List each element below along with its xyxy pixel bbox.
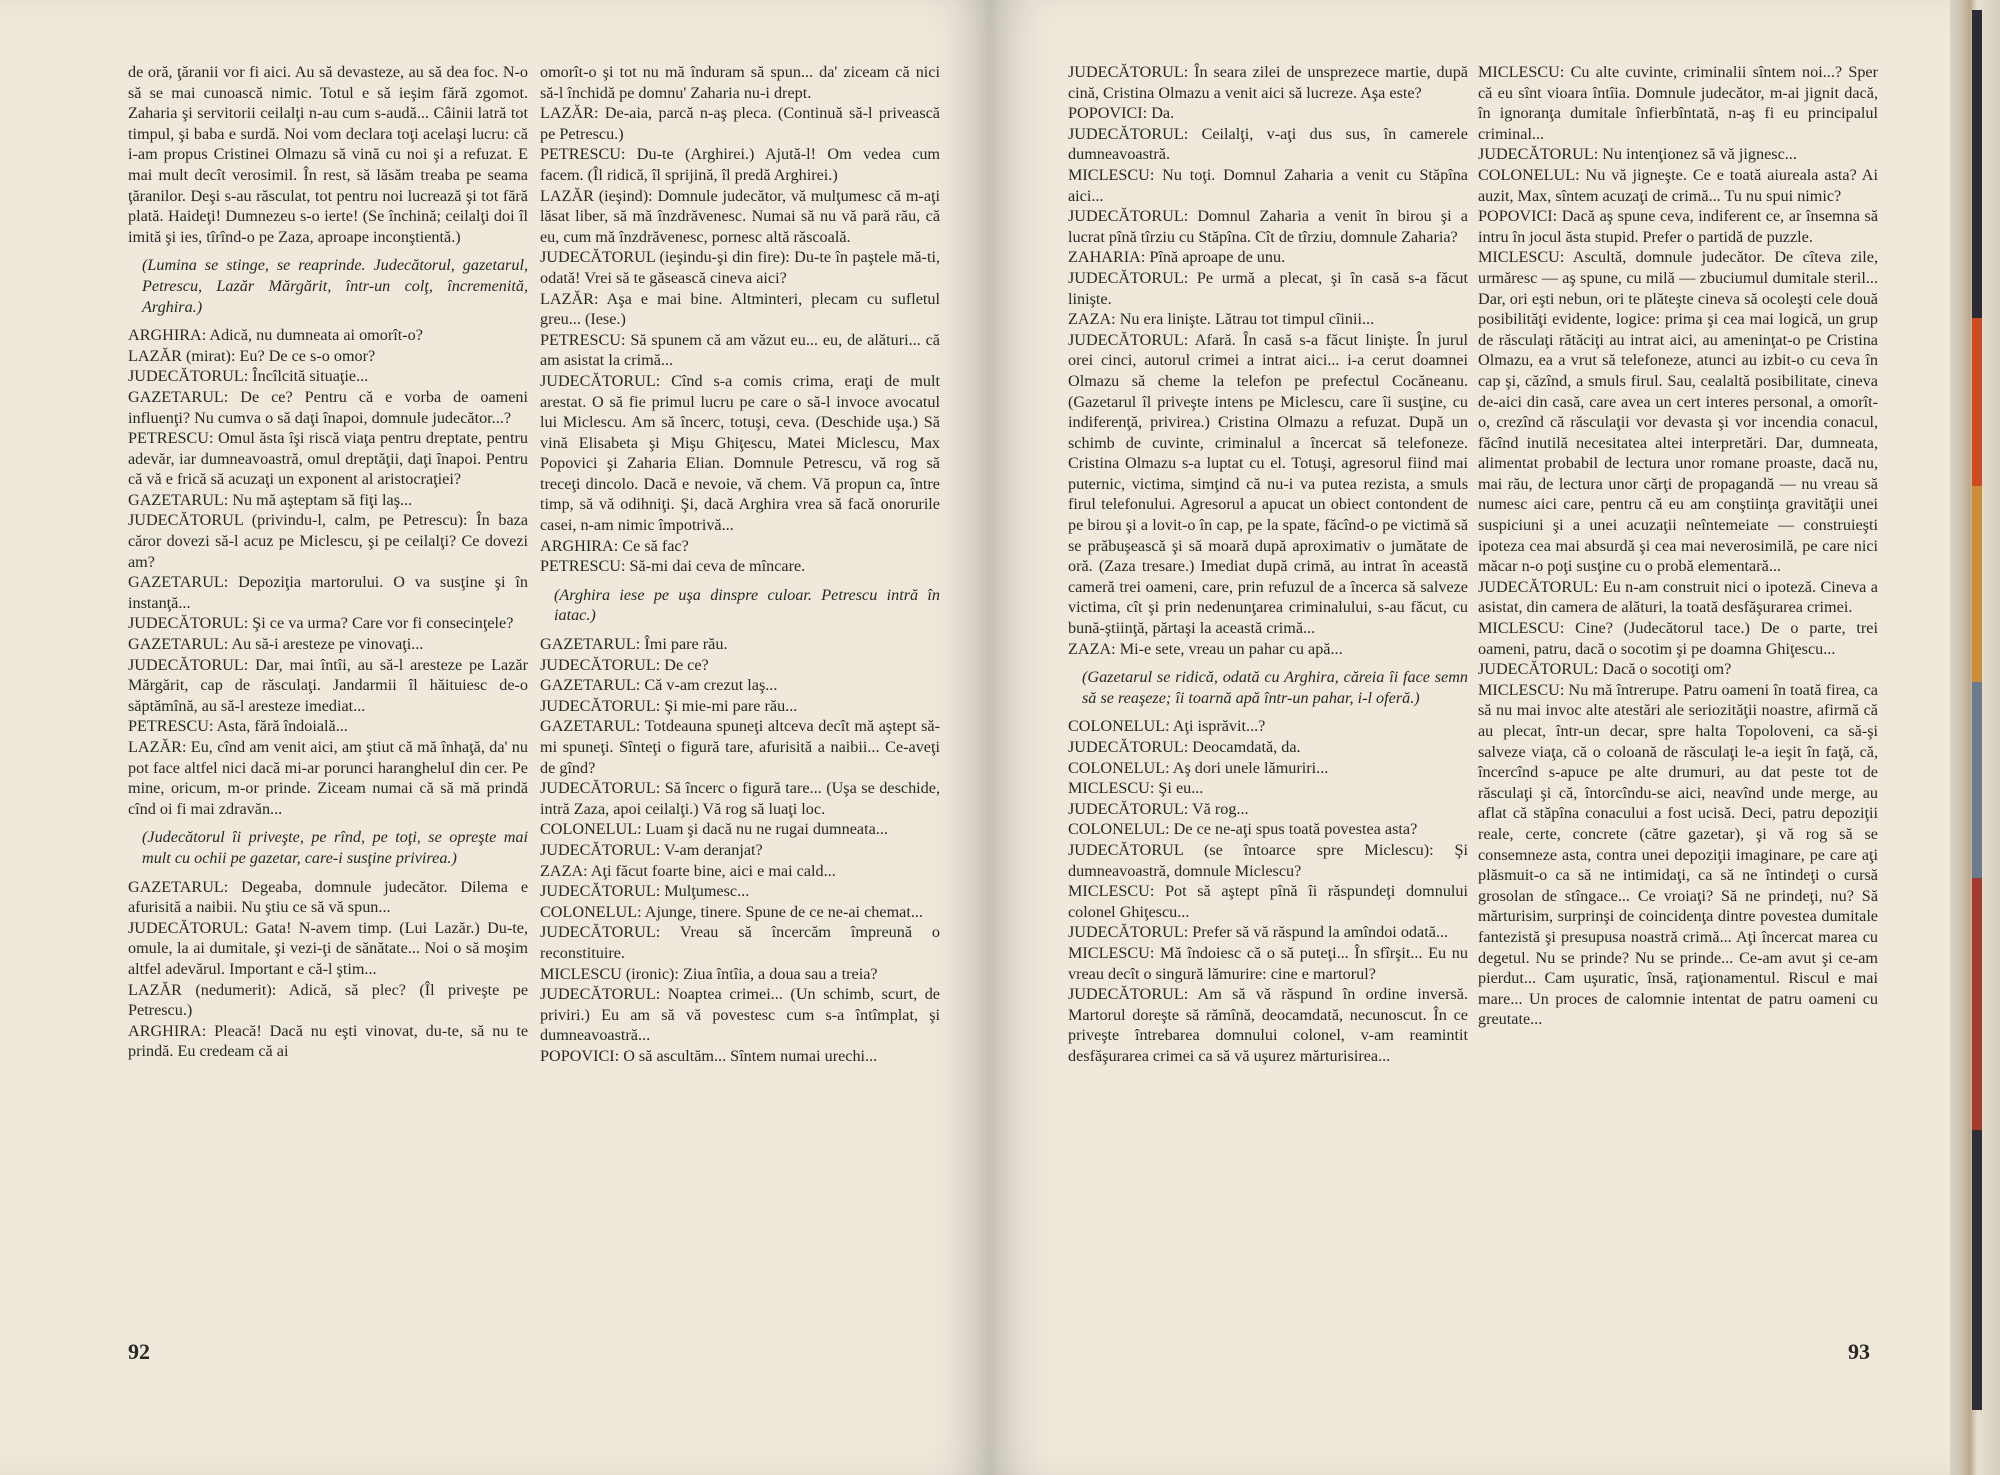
page-number-right: 93 (1848, 1339, 1870, 1364)
dialogue-line: LAZĂR: De-aia, parcă n-aş pleca. (Continuă să-l privească pe Petrescu.) (540, 104, 940, 143)
paragraph: de oră, ţăranii vor fi aici. Au să devasteze, au să dea foc. N-o să se mai cunoască nimic. Totul e să ieşim fără zgomot. Zaharia şi servitorii ceilalţi n-au cum s-audă... Câinii latră tot timpul, şi baba e surdă. Noi vom declara toţi acelaşi lucru: că i-am propus Cristinei Olmazu să vină cu noi şi a refuzat. E mai mult decît verosimil. În rest, să lăsăm treaba pe seama ţăranilor. Deşi s-au răsculat, tot pentru noi lucrează şi tot fără plată. Haideţi! Dumnezeu s-o ierte! (Se închină; ceilalţi doi îl imită şi ies, tîrînd-o pe Zaza, aproape inconştientă.) (128, 63, 528, 246)
dialogue-line: MICLESCU: Cu alte cuvinte, criminalii sîntem noi...? Sper că eu sînt vioara întîia. Domnule judecător, m-ai jignit dacă, în ignoranţa dumitale înfierbîntată, n-aş fi eu principalul criminal... (1478, 63, 1878, 143)
dialogue-line: JUDECĂTORUL (ieşindu-şi din fire): Du-te în paştele mă-ti, odată! Vrei să te găsească cineva aici? (540, 248, 940, 287)
dialogue-line: ARGHIRA: Pleacă! Dacă nu eşti vinovat, du-te, să nu te prindă. Eu credeam că ai (128, 1021, 528, 1061)
dialogue-line: JUDECĂTORUL: Domnul Zaharia a venit în birou şi a lucrat pînă tîrziu cu Stăpîna. Cît de tîrziu, domnule Zaharia? (1068, 207, 1468, 246)
dialogue-line: JUDECĂTORUL: Afară. În casă s-a făcut linişte. În jurul orei cinci, autorul crimei a intrat aici... i-a cerut doamnei Olmazu să cheme la telefon pe prefectul Cocăneanu. (Gazetarul îl priveşte intens pe Miclescu, care îi susţine, cu indiferenţă, privirea.) Cristina Olmazu a refuzat. După un schimb de cuvinte, criminalul a încercat să telefoneze. Cristina Olmazu s-a luptat cu el. Totuşi, agresorul fiind mai puternic, victima, simţind că nu-i va putea rezista, a smuls firul telefonului. Agresorul a apucat un obiect contondent de pe birou şi a lovit-o în cap, pe la spate, făcînd-o pe victimă să se prăbuşească şi să moară după aproximativ o jumătate de oră. (Zaza tresare.) Imediat după crimă, au intrat în această cameră trei oameni, care, prin refuzul de a încerca să salveze victima, cît şi prin nedenunţarea criminalului, s-au făcut, cu bună-ştiinţă, părtaşi la această crimă... (1068, 330, 1468, 638)
dialogue-line: COLONELUL: Ajunge, tinere. Spune de ce ne-ai chemat... (540, 902, 923, 921)
dialogue-line: JUDECĂTORUL: Cînd s-a comis crima, eraţi de mult arestat. O să fie primul lucru pe care o să-l invoce avocatul lui Miclescu. Am să încerc, totuşi, ceva. (Deschide uşa.) Să vină Elisabeta şi Mişu Ghiţescu, Matei Miclescu, Max Popovici şi Zaharia Elian. Domnule Petrescu, vă rog să treceţi dincolo. Dacă e nevoie, vă chem. Vă propun ca, între timp, să vă odihniţi. Şi, dacă Arghira vrea să facă onorurile casei, n-am nimic împotrivă... (540, 371, 940, 535)
dialogue-line: JUDECĂTORUL: Pe urmă a plecat, şi în casă s-a făcut linişte. (1068, 268, 1468, 308)
dialogue-line: JUDECĂTORUL: Şi ce va urma? Care vor fi consecinţele? (128, 614, 514, 633)
dialogue-line: JUDECĂTORUL (privindu-l, calm, pe Petrescu): În baza căror dovezi să-l acuz pe Miclescu, şi pe ceilalţi? Ce dovezi am? (128, 511, 528, 571)
page-number-left: 92 (128, 1339, 150, 1364)
dialogue-line: JUDECĂTORUL: Dacă o socotiţi om? (1478, 660, 1732, 679)
dialogue-line: MICLESCU (ironic): Ziua întîia, a doua sau a treia? (540, 964, 878, 983)
dialogue-line: POPOVICI: Dacă aş spune ceva, indiferent ce, ar însemna să intru în jocul ăsta stupid. Prefer o partidă de puzzle. (1478, 207, 1878, 246)
dialogue-line: MICLESCU: Pot să aştept pînă îi răspundeţi domnului colonel Ghiţescu... (1068, 882, 1468, 921)
dialogue-line: MICLESCU: Nu mă întrerupe. Patru oameni în toată firea, ca să nu mai invoc alte atestări ale seriozităţii noastre, afirmă că au plecat, într-un decar, spre halta Topoloveni, ca să-şi salveze viaţa, că o coloană de răsculaţi le-a ieşit în faţă, că, încercînd s-apuce pe alte drumuri, au dat peste tot de răsculaţi şi că, întorcîndu-se aici, neavînd unde merge, au aflat că stăpîna conacului a fost ucisă. Deci, patru depoziţii reale, certe, concrete (către gazetar), şi vă rog să se consemneze asta, contra unei depoziţii imaginare, pe care aţi plăsmuit-o ca să ne intimidaţi, ca să ne întindeţi o cursă grosolan de stîngace... Ce vroiaţi? Să ne prindeţi, nu? Să mărturisim, surprinşi de coincidenţa dintre povestea dumitale fantezistă şi presupusa noastră crimă... Aţi încercat marea cu degetul. Nu se prinde? Nu se prinde... Ce-am avut şi ce-am pierdut... Cam uşuratic, însă, raţionamentul. Riscul e mai mare... Un proces de calomnie intentat de patru oameni cu greutate... (1478, 680, 1878, 1029)
right-page (990, 0, 1950, 1475)
dialogue-line: JUDECĂTORUL: Am să vă răspund în ordine inversă. Martorul doreşte să rămînă, deocamdată, necunoscut. În ce priveşte întrebarea domnului colonel, v-am reamintit desfăşurarea crimei ca să vă uşurez mărturisirea... (1068, 985, 1468, 1065)
dialogue-line: LAZĂR (mirat): Eu? De ce s-o omor? (128, 346, 376, 365)
dialogue-line: MICLESCU: Cine? (Judecătorul tace.) De o parte, trei oameni, patru, dacă o socotim şi pe doamna Ghiţescu... (1478, 619, 1878, 658)
dialogue-line: GAZETARUL: Depoziţia martorului. O va susţine şi în instanţă... (128, 573, 528, 612)
dialogue-line: JUDECĂTORUL (se întoarce spre Miclescu): Şi dumneavoastră, domnule Miclescu? (1068, 840, 1468, 880)
dialogue-line: MICLESCU: Nu toţi. Domnul Zaharia a venit cu Stăpîna aici... (1068, 165, 1468, 205)
stage-direction: (Lumina se stinge, se reaprinde. Judecătorul, gazetarul, Petrescu, Lazăr Mărgărit, într-un colţ, încremenită, Arghira.) (142, 256, 528, 316)
dialogue-line: JUDECĂTORUL: Vreau să încercăm împreună o reconstituire. (540, 923, 940, 962)
dialogue-line: ARGHIRA: Adică, nu dumneata ai omorît-o? (128, 326, 423, 345)
dialogue-line: ZAHARIA: Pînă aproape de unu. (1068, 248, 1286, 267)
dialogue-line: JUDECĂTORUL: Încîlcită situaţie... (128, 367, 369, 386)
dialogue-line: GAZETARUL: Îmi pare rău. (540, 635, 728, 654)
dialogue-line: COLONELUL: De ce ne-aţi spus toată povestea asta? (1068, 820, 1418, 839)
dialogue-line: GAZETARUL: De ce? Pentru că e vorba de oameni influenţi? Nu cumva o să daţi înapoi, domnule judecător...? (128, 387, 528, 427)
dialogue-line: JUDECĂTORUL: Ceilalţi, v-aţi dus sus, în camerele dumneavoastră. (1068, 124, 1468, 164)
paragraph: omorît-o şi tot nu mă înduram să spun... da' ziceam că nici să-l închidă pe domnu' Zaharia nu-i drept. (540, 63, 940, 102)
stage-direction: (Gazetarul se ridică, odată cu Arghira, căreia îi face semn să se reaşeze; îi toarnă apă într-un pahar, i-l oferă.) (1082, 668, 1468, 707)
dialogue-line: MICLESCU: Şi eu... (1068, 779, 1204, 798)
dialogue-line: GAZETARUL: Nu mă aşteptam să fiţi laş... (128, 490, 413, 509)
dialogue-line: JUDECĂTORUL: Noaptea crimei... (Un schimb, scurt, de priviri.) Eu am să vă povestesc cum s-a întîmplat, şi dumneavoastră... (540, 985, 940, 1045)
dialogue-line: JUDECĂTORUL: Eu n-am construit nici o ipoteză. Cineva a asistat, din camera de alături, la toată desfăşurarea crimei. (1478, 577, 1878, 617)
dialogue-line: JUDECĂTORUL: Şi mie-mi pare rău... (540, 696, 798, 715)
dialogue-line: JUDECĂTORUL: Mulţumesc... (540, 882, 750, 901)
dialogue-line: GAZETARUL: Totdeauna spuneţi altceva decît mă aştept să-mi spuneţi. Sînteţi o figură tare, afurisită a naibii... Ce-aveţi de gînd? (540, 717, 940, 777)
dialogue-line: MICLESCU: Ascultă, domnule judecător. De cîteva zile, urmăresc — aş spune, cu milă — zbuciumul dumitale steril... Dar, ori eşti nebun, ori te plăteşte cineva să ocoleşti cele două posibilităţi evidente, logice: prima şi cea mai logică, un grup de răsculaţi rătăciţi au intrat aici, au ameninţat-o pe Cristina Olmazu, ea a vrut să telefoneze, atunci au izbit-o cu ceva în cap şi, căzînd, a smuls firul. Sau, cealaltă posibilitate, cineva de-aici din casă, care avea un cert interes personal, a omorît-o, crezînd că răsculaţii vor devasta şi vor incendia conacul, făcînd inutilă necesitatea altei interpretări. Dar, dumneata, alimentat probabil de lectura unor romane proaste, dacă nu, mai rău, de lectura unor cărţi de propagandă — nu vreau să numesc aici care, pentru că eu am conştiinţa gravităţii unei suspiciuni şi a unei acuzaţii neîntemeiate — construieşti ipoteza cea mai absurdă şi cea mai neverosimilă, pe care nici măcar n-o poţi susţine cu o probă elementară... (1478, 248, 1878, 576)
dialogue-line: GAZETARUL: Că v-am crezut laş... (540, 676, 778, 695)
dialogue-line: PETRESCU: Du-te (Arghirei.) Ajută-l! Om vedea cum facem. (Îl ridică, îl sprijină, îl predă Arghirei.) (540, 145, 940, 184)
text-column-3 (1068, 62, 1468, 1067)
dialogue-line: PETRESCU: Omul ăsta îşi riscă viaţa pentru dreptate, pentru adevăr, iar dumneavoastră, omul dreptăţii, daţi înapoi. Pentru că vă e frică să acuzaţi un exponent al aristocraţiei? (128, 429, 528, 489)
stage-direction: (Arghira iese pe uşa dinspre culoar. Petrescu intră în iatac.) (554, 585, 940, 625)
dialogue-line: LAZĂR (ieşind): Domnule judecător, vă mulţumesc că m-aţi lăsat liber, să mă înzdrăvenesc. Numai să nu vă pară rău, că eu, cum mă înzdrăvenesc, pornesc altă răscoală. (540, 186, 940, 246)
dialogue-line: JUDECĂTORUL: În seara zilei de unsprezece martie, după cină, Cristina Olmazu a venit aici să lucreze. Aşa este? (1068, 63, 1468, 102)
dialogue-line: JUDECĂTORUL: V-am deranjat? (540, 840, 763, 859)
dialogue-line: ZAZA: Aţi făcut foarte bine, aici e mai cald... (540, 861, 836, 880)
dialogue-line: PETRESCU: Asta, fără îndoială... (128, 717, 348, 736)
dialogue-line: ZAZA: Mi-e sete, vreau un pahar cu apă... (1068, 639, 1343, 658)
dialogue-line: PETRESCU: Să-mi dai ceva de mîncare. (540, 557, 806, 576)
dialogue-line: COLONELUL: Nu vă jigneşte. Ce e toată aiureala asta? Ai auzit, Max, sîntem acuzaţi de crimă... Tu nu spui nimic? (1478, 165, 1878, 205)
left-page (0, 0, 990, 1475)
dialogue-line: ARGHIRA: Ce să fac? (540, 536, 689, 555)
book-cover-edge (1972, 10, 1982, 1410)
dialogue-line: JUDECĂTORUL: Vă rog... (1068, 799, 1249, 818)
dialogue-line: MICLESCU: Mă îndoiesc că o să puteţi... În sfîrşit... Eu nu vreau decît o singură lămurire: cine e martorul? (1068, 943, 1468, 983)
dialogue-line: JUDECĂTORUL: Gata! N-avem timp. (Lui Lazăr.) Du-te, omule, la ai dumitale, şi vezi-ţi de sănătate... Noi o să moşim altfel adevărul. Important e că-l ştim... (128, 918, 528, 978)
text-column-1 (128, 62, 528, 1062)
dialogue-line: POPOVICI: Da. (1068, 104, 1175, 123)
dialogue-line: JUDECĂTORUL: De ce? (540, 655, 709, 674)
dialogue-line: PETRESCU: Să spunem că am văzut eu... eu, de alături... că am asistat la crimă... (540, 330, 940, 370)
dialogue-line: COLONELUL: Luam şi dacă nu ne rugai dumneata... (540, 820, 888, 839)
dialogue-line: LAZĂR: Eu, cînd am venit aici, am ştiut că mă înhaţă, da' nu pot face altfel nici dacă mi-ar porunci harangheluI din cer. Pe mine, oricum, m-or prinde. Ziceam numai că să mă prindă cînd oi fi mai zdravăn... (128, 738, 528, 818)
text-column-2 (540, 62, 940, 1067)
dialogue-line: JUDECĂTORUL: Prefer să vă răspund la amîndoi odată... (1068, 923, 1449, 942)
dialogue-line: JUDECĂTORUL: Deocamdată, da. (1068, 738, 1301, 756)
dialogue-line: GAZETARUL: Au să-i aresteze pe vinovaţi... (128, 635, 424, 654)
dialogue-line: POPOVICI: O să ascultăm... Sîntem numai urechi... (540, 1046, 878, 1065)
dialogue-line: JUDECĂTORUL: Să încerc o figură tare... (Uşa se deschide, intră Zaza, apoi ceilalţi.) Vă rog să luaţi loc. (540, 779, 940, 818)
stage-direction: (Judecătorul îi priveşte, pe rînd, pe toţi, se opreşte mai mult cu ochii pe gazetar, care-i susţine privirea.) (142, 828, 528, 867)
dialogue-line: ZAZA: Nu era linişte. Lătrau tot timpul cîinii... (1068, 310, 1375, 329)
dialogue-line: JUDECĂTORUL: Nu intenţionez să vă jignesc... (1478, 145, 1797, 164)
dialogue-line: LAZĂR: Aşa e mai bine. Altminteri, plecam cu sufletul greu... (Iese.) (540, 289, 940, 329)
dialogue-line: COLONELUL: Aş dori unele lămuriri... (1068, 758, 1329, 777)
dialogue-line: LAZĂR (nedumerit): Adică, să plec? (Îl priveşte pe Petrescu.) (128, 980, 528, 1020)
dialogue-line: GAZETARUL: Degeaba, domnule judecător. Dilema e afurisită a naibii. Nu ştiu ce să vă spun... (128, 877, 528, 917)
text-column-4 (1478, 62, 1878, 1030)
dialogue-line: JUDECĂTORUL: Dar, mai întîi, au să-l aresteze pe Lazăr Mărgărit, cap de răsculaţi. Jandarmii îl hăituiesc de-o săptămînă, au să-l aresteze imediat... (128, 655, 528, 715)
dialogue-line: COLONELUL: Aţi isprăvit...? (1068, 717, 1266, 736)
